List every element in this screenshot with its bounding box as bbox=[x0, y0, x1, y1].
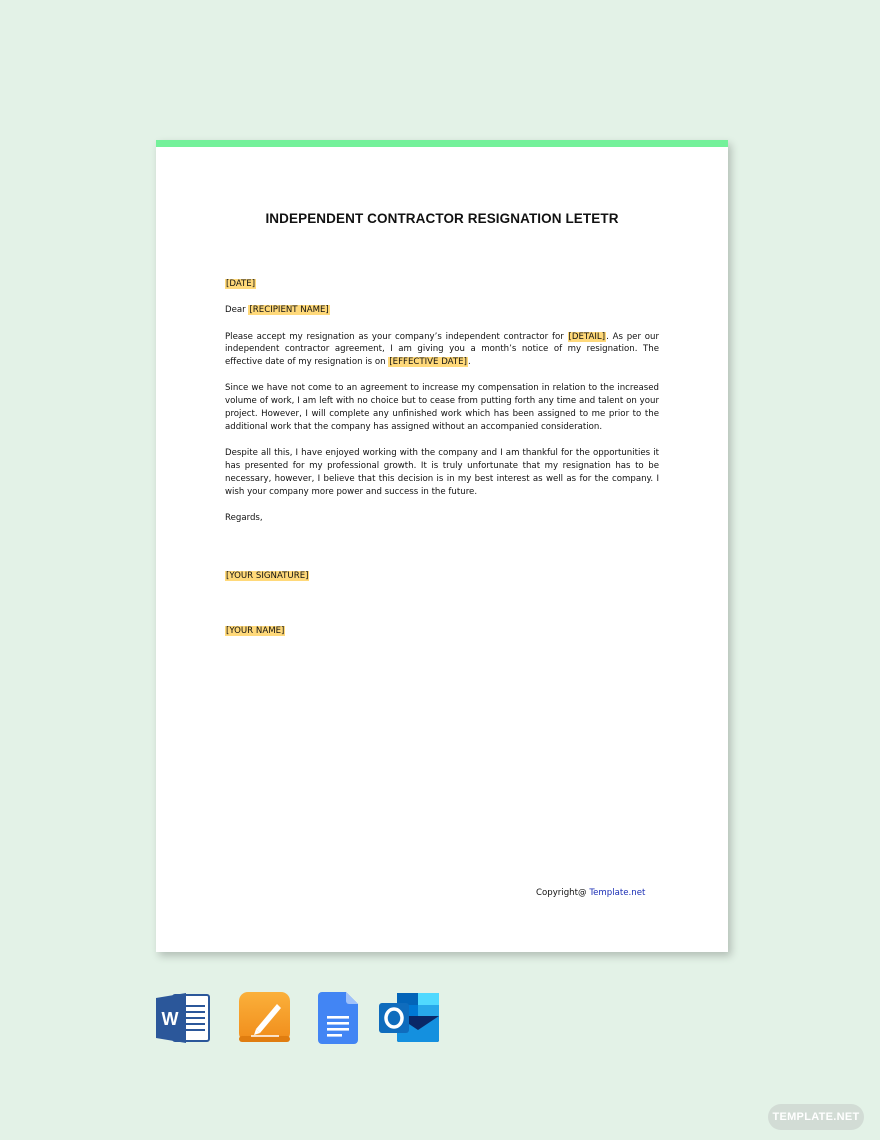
name-line bbox=[225, 625, 659, 638]
accent-bar bbox=[156, 140, 728, 147]
paragraph-2: Since we have not come to an agreement to increase my compensation in relation to the increased volume of work, I am left with no choice but to cease from putting forth any time and talent on your project. However, I will complete any unfinished work which has been assigned to me prior to the additional work that the company has assigned without an accompanied consideration. bbox=[225, 383, 659, 432]
effective-date-placeholder: [EFFECTIVE DATE] bbox=[389, 357, 467, 368]
letter-body bbox=[225, 278, 659, 652]
detail-placeholder: [DETAIL] bbox=[568, 331, 606, 342]
paragraph-1-text-b: . As per our independent contractor agreement, I am giving you a month’s notice of my resignation. The effective date of my resignation is on bbox=[225, 331, 659, 368]
signature-placeholder: [YOUR SIGNATURE] bbox=[226, 570, 309, 581]
template-net-badge[interactable]: TEMPLATE.NET bbox=[768, 1104, 864, 1130]
copyright-line bbox=[536, 888, 645, 898]
outlook-icon[interactable] bbox=[379, 992, 441, 1044]
google-docs-icon[interactable] bbox=[318, 992, 370, 1044]
salutation bbox=[225, 304, 659, 317]
word-icon[interactable] bbox=[156, 992, 208, 1044]
salutation-prefix: Dear bbox=[225, 305, 249, 316]
closing: Regards, bbox=[225, 512, 263, 523]
signature-line bbox=[225, 570, 659, 583]
svg-text:W: W bbox=[161, 1009, 179, 1029]
recipient-placeholder: [RECIPIENT NAME] bbox=[249, 305, 329, 316]
copyright-link[interactable]: Template.net bbox=[589, 888, 646, 898]
copyright-prefix: Copyright@ bbox=[536, 888, 590, 898]
paragraph-1-text-a: Please accept my resignation as your company’s independent contractor for bbox=[225, 331, 568, 342]
name-placeholder: [YOUR NAME] bbox=[226, 626, 285, 637]
date-placeholder: [DATE] bbox=[226, 279, 256, 289]
date-line bbox=[225, 278, 659, 291]
pages-icon[interactable] bbox=[239, 992, 291, 1044]
paragraph-3: Despite all this, I have enjoyed working with the company and I am thankful for the opportunities it has presented for my professional growth. It is truly unfortunate that my resignation has to be necessary, however, I believe that this decision is in my best interest as well as for the company. I wish your company more power and success in the future. bbox=[225, 448, 659, 497]
paragraph-1-text-c: . bbox=[467, 357, 471, 368]
document-title: INDEPENDENT CONTRACTOR RESIGNATION LETETR bbox=[265, 211, 619, 226]
document-page bbox=[156, 140, 728, 952]
paragraph-1 bbox=[225, 331, 659, 369]
